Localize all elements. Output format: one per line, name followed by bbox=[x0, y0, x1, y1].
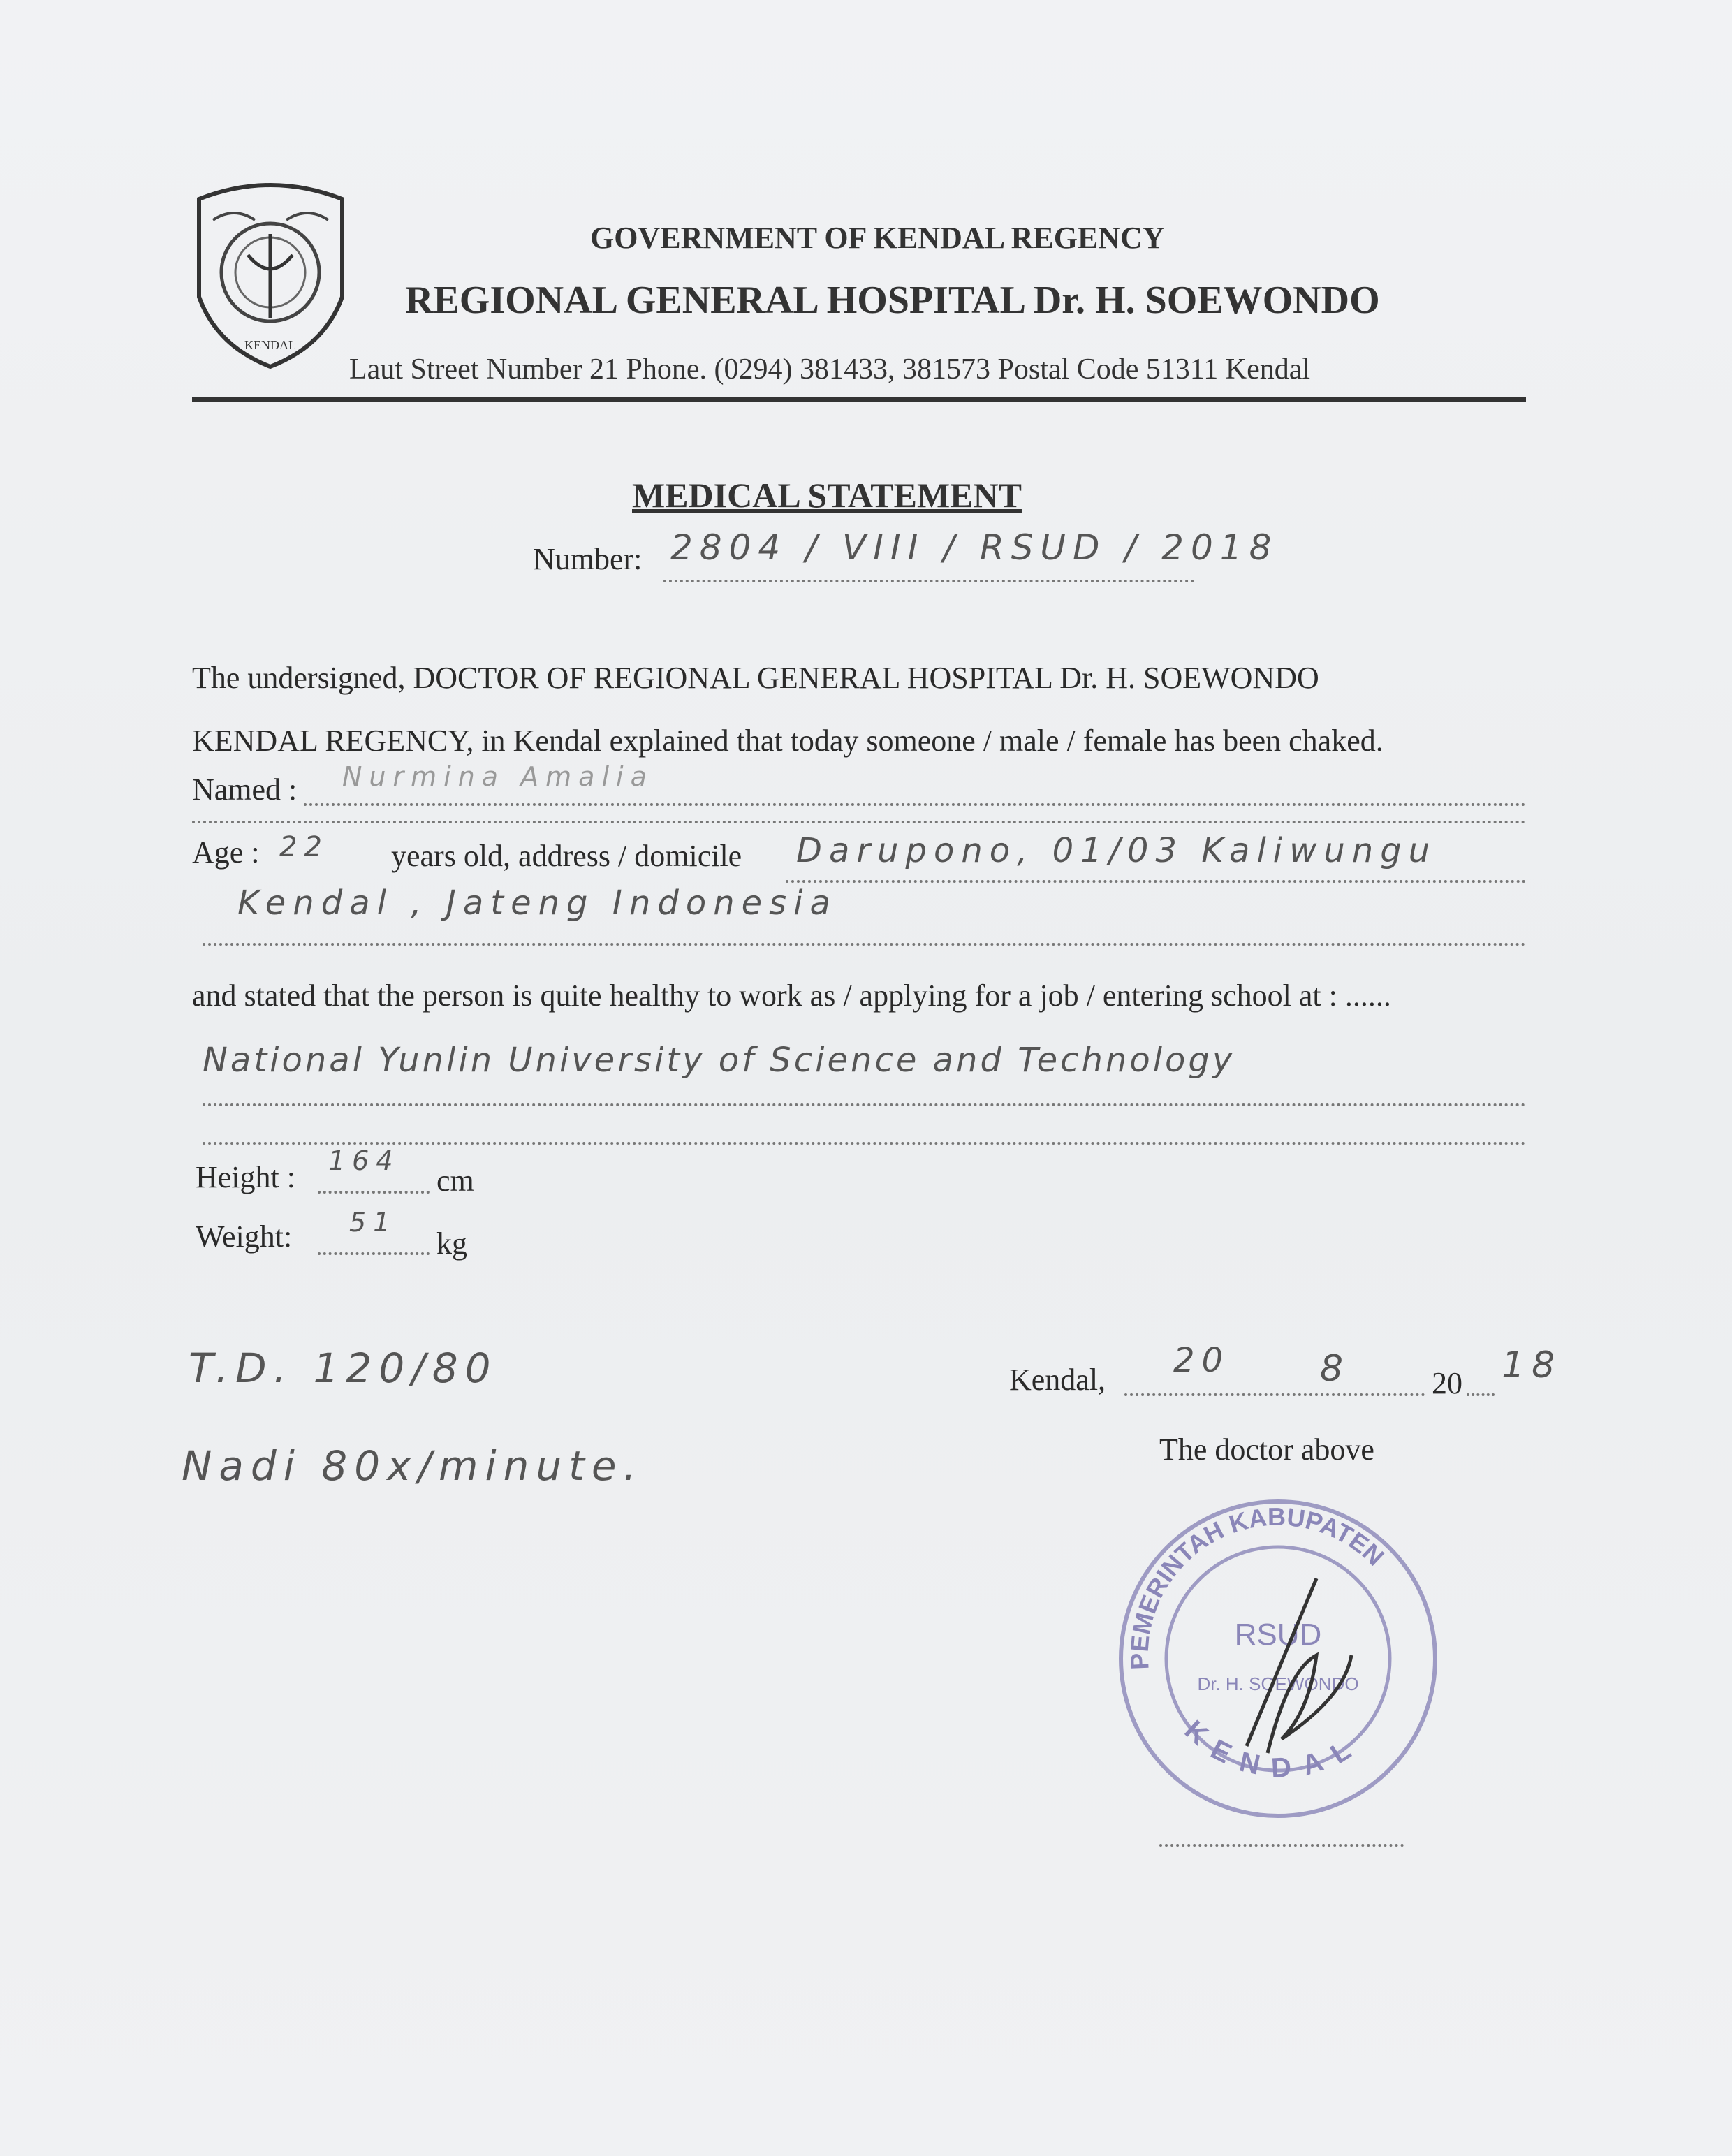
named-dotted-line bbox=[304, 803, 1526, 806]
height-value: 164 bbox=[328, 1145, 400, 1176]
logo-text: KENDAL bbox=[244, 338, 296, 352]
hospital-heading: REGIONAL GENERAL HOSPITAL Dr. H. SOEWONDO bbox=[405, 279, 1380, 322]
school-dotted-line bbox=[203, 1103, 1526, 1106]
date-day: 20 bbox=[1173, 1341, 1231, 1380]
signature-place: Kendal, bbox=[1009, 1363, 1106, 1397]
intro-line-2: KENDAL REGENCY, in Kendal explained that today someone / male / female has been chaked. bbox=[192, 724, 1384, 758]
address-dotted-line bbox=[786, 880, 1526, 883]
hospital-address: Laut Street Number 21 Phone. (0294) 381433, 381573 Postal Code 51311 Kendal bbox=[349, 353, 1311, 386]
school-dotted-line-2 bbox=[203, 1142, 1526, 1145]
official-stamp-icon bbox=[1107, 1488, 1449, 1823]
blood-pressure-note: T.D. 120/80 bbox=[189, 1344, 498, 1392]
year-suffix: 18 bbox=[1502, 1344, 1562, 1386]
signature-dotted-line bbox=[1159, 1844, 1404, 1847]
document-title: MEDICAL STATEMENT bbox=[632, 476, 1022, 515]
year-dotted-line bbox=[1467, 1393, 1495, 1396]
age-suffix: years old, address / domicile bbox=[391, 839, 742, 873]
age-label: Age : bbox=[192, 835, 260, 870]
pulse-note: Nadi 80x/minute. bbox=[182, 1442, 643, 1490]
weight-label: Weight: bbox=[196, 1219, 293, 1254]
doctor-label: The doctor above bbox=[1159, 1432, 1374, 1467]
header-divider bbox=[192, 397, 1526, 402]
hospital-logo-icon bbox=[185, 178, 356, 374]
height-dotted-line bbox=[318, 1191, 430, 1194]
weight-unit: kg bbox=[436, 1226, 467, 1261]
school-value: National Yunlin University of Science and Technology bbox=[203, 1041, 1235, 1080]
age-value: 22 bbox=[279, 831, 329, 863]
weight-value: 51 bbox=[349, 1207, 397, 1238]
address-dotted-line-2 bbox=[203, 943, 1526, 946]
date-dotted-line bbox=[1124, 1393, 1425, 1396]
intro-line-1: The undersigned, DOCTOR OF REGIONAL GENERAL HOSPITAL Dr. H. SOEWONDO bbox=[192, 661, 1319, 695]
stamp-sub-text: Dr. H. SOEWONDO bbox=[1197, 1673, 1359, 1694]
stamp-center-text: RSUD bbox=[1234, 1618, 1322, 1652]
stamp-top-text: PEMERINTAH KABUPATEN bbox=[1124, 1502, 1390, 1671]
number-value: 2804 / VIII / RSUD / 2018 bbox=[670, 527, 1279, 568]
named-dotted-line-2 bbox=[192, 821, 1526, 823]
svg-text:KENDAL bbox=[1179, 1715, 1368, 1784]
number-label: Number: bbox=[533, 542, 643, 576]
year-prefix: 20 bbox=[1432, 1366, 1462, 1400]
height-label: Height : bbox=[196, 1160, 295, 1194]
address-line-1: Darupono, 01/03 Kaliwungu bbox=[796, 831, 1437, 870]
stated-text: and stated that the person is quite healthy to work as / applying for a job / entering school at : ...... bbox=[192, 978, 1391, 1013]
named-value: Nurmina Amalia bbox=[342, 761, 654, 792]
stamp-bottom-text: KENDAL bbox=[1178, 1714, 1368, 1784]
government-heading: GOVERNMENT OF KENDAL REGENCY bbox=[590, 221, 1165, 255]
height-unit: cm bbox=[436, 1164, 474, 1198]
signature-scribble bbox=[1247, 1578, 1351, 1753]
number-dotted-line bbox=[663, 580, 1194, 582]
address-line-2: Kendal , Jateng Indonesia bbox=[237, 883, 837, 923]
date-month: 8 bbox=[1320, 1348, 1351, 1390]
weight-dotted-line bbox=[318, 1252, 430, 1255]
named-label: Named : bbox=[192, 772, 298, 807]
